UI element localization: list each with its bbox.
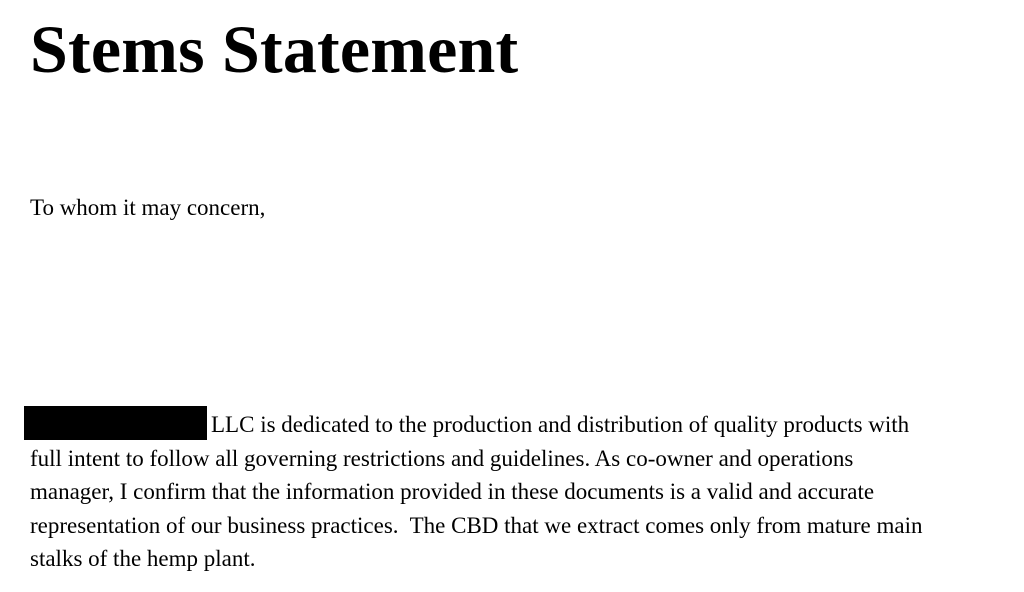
body-line-4: representation of our business practices. The CBD that we extract comes only from mature main xyxy=(30,512,923,538)
document-title: Stems Statement xyxy=(30,11,519,87)
body-paragraph xyxy=(30,406,1020,576)
salutation: To whom it may concern, xyxy=(30,195,266,220)
body-line-2: full intent to follow all governing restrictions and guidelines. As co-owner and operations xyxy=(30,445,854,471)
body-line-1-text: LLC is dedicated to the production and distribution of quality products with xyxy=(211,412,910,437)
body-line-5: stalks of the hemp plant. xyxy=(30,546,256,571)
body-line-1 xyxy=(30,406,1020,442)
redaction-bar xyxy=(24,406,207,440)
body-line-3: manager, I confirm that the information provided in these documents is a valid and accurate xyxy=(30,479,875,504)
